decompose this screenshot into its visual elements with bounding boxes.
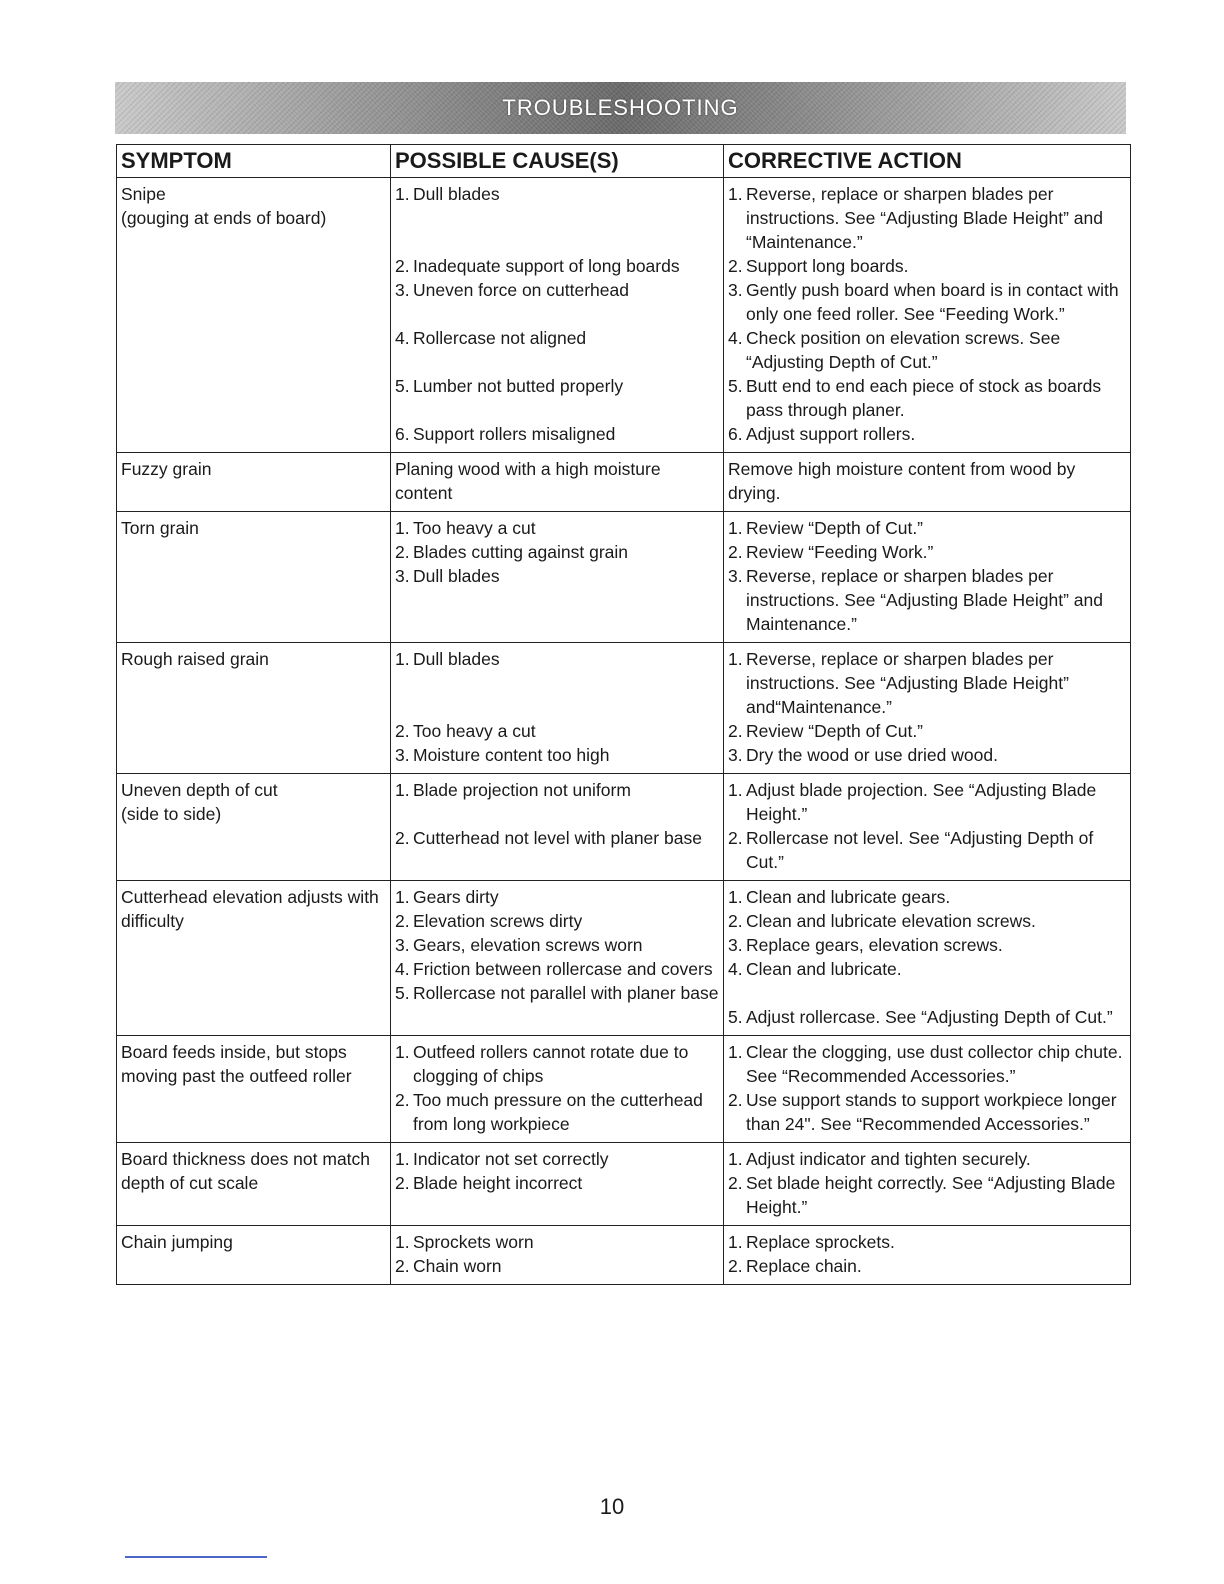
title-banner xyxy=(115,82,1126,134)
header-action: CORRECTIVE ACTION xyxy=(724,145,1131,178)
cause-cell xyxy=(391,643,724,774)
table-row xyxy=(117,643,1131,774)
item-text: Reverse, replace or sharpen blades per instructions. See “Adjusting Blade Height” and Maintenance.” xyxy=(746,566,1104,634)
item-number: 2. xyxy=(395,542,410,562)
symptom-cell xyxy=(117,1036,391,1143)
item-number: 2. xyxy=(395,1173,410,1193)
item-text: Rollercase not aligned xyxy=(413,328,587,348)
footer-rule xyxy=(125,1556,267,1558)
item-text: Too heavy a cut xyxy=(413,721,536,741)
item-number: 6. xyxy=(728,424,743,444)
item-text: Rollercase not level. See “Adjusting Depth of Cut.” xyxy=(746,828,1094,872)
item-number: 2. xyxy=(728,721,743,741)
item-number: 3. xyxy=(728,280,743,300)
item-text: Review “Depth of Cut.” xyxy=(746,721,924,741)
item-number: 5. xyxy=(395,983,410,1003)
cause-item xyxy=(395,933,719,957)
item-text: Reverse, replace or sharpen blades per instructions. See “Adjusting Blade Height” and“Maintenance.” xyxy=(746,649,1069,717)
item-text: Replace gears, elevation screws. xyxy=(746,935,1003,955)
item-text: Blade height incorrect xyxy=(413,1173,583,1193)
symptom-cell xyxy=(117,512,391,643)
cause-cell xyxy=(391,881,724,1036)
header-cause: POSSIBLE CAUSE(S) xyxy=(391,145,724,178)
item-number: 2. xyxy=(728,542,743,562)
item-text: Reverse, replace or sharpen blades per instructions. See “Adjusting Blade Height” and “Maintenance.” xyxy=(746,184,1104,252)
item-text: Rollercase not parallel with planer base xyxy=(413,983,719,1003)
cause-cell xyxy=(391,512,724,643)
cause-cell xyxy=(391,1143,724,1226)
symptom-cell xyxy=(117,1226,391,1285)
troubleshooting-table xyxy=(116,144,1131,1285)
item-text: Support rollers misaligned xyxy=(413,424,616,444)
cause-item xyxy=(395,1088,719,1136)
item-number: 3. xyxy=(728,745,743,765)
cause-item xyxy=(395,1040,719,1088)
item-number: 3. xyxy=(395,935,410,955)
symptom-text: Board feeds inside, but stops moving past the outfeed roller xyxy=(121,1042,352,1086)
item-number: 2. xyxy=(395,911,410,931)
table-row xyxy=(117,1143,1131,1226)
action-cell xyxy=(724,643,1131,774)
item-text: Dull blades xyxy=(413,649,500,669)
cause-item xyxy=(395,719,719,743)
item-text: Clean and lubricate elevation screws. xyxy=(746,911,1036,931)
cause-cell xyxy=(391,774,724,881)
action-item xyxy=(728,1230,1126,1254)
cause-cell xyxy=(391,178,724,453)
symptom-text: Fuzzy grain xyxy=(121,459,212,479)
action-item xyxy=(728,957,1126,981)
item-text: Support long boards. xyxy=(746,256,909,276)
symptom-text: Board thickness does not match depth of cut scale xyxy=(121,1149,371,1193)
cause-item xyxy=(395,374,719,398)
cause-item xyxy=(395,1147,719,1171)
cause-item xyxy=(395,326,719,350)
item-number: 5. xyxy=(728,1007,743,1027)
action-cell xyxy=(724,1143,1131,1226)
symptom-text: Rough raised grain xyxy=(121,649,269,669)
item-number: 1. xyxy=(395,518,410,538)
item-number: 1. xyxy=(395,649,410,669)
symptom-text: Torn grain xyxy=(121,518,199,538)
action-item xyxy=(728,1171,1126,1219)
cause-item xyxy=(395,647,719,671)
item-text: Blades cutting against grain xyxy=(413,542,628,562)
symptom-cell xyxy=(117,774,391,881)
item-text: Adjust support rollers. xyxy=(746,424,916,444)
header-symptom: SYMPTOM xyxy=(117,145,391,178)
item-text: Blade projection not uniform xyxy=(413,780,631,800)
symptom-cell xyxy=(117,178,391,453)
item-text: Chain worn xyxy=(413,1256,502,1276)
action-item xyxy=(728,719,1126,743)
item-number: 2. xyxy=(395,721,410,741)
action-item xyxy=(728,182,1126,254)
item-text: Moisture content too high xyxy=(413,745,610,765)
action-cell xyxy=(724,1036,1131,1143)
action-item xyxy=(728,326,1126,374)
action-item xyxy=(728,933,1126,957)
symptom-cell xyxy=(117,453,391,512)
item-text: Dull blades xyxy=(413,184,500,204)
action-item xyxy=(728,1147,1126,1171)
item-number: 3. xyxy=(395,745,410,765)
action-item xyxy=(728,540,1126,564)
item-number: 1. xyxy=(728,649,743,669)
table-row xyxy=(117,881,1131,1036)
symptom-cell xyxy=(117,881,391,1036)
cause-item xyxy=(395,743,719,767)
table-row xyxy=(117,1226,1131,1285)
item-number: 1. xyxy=(395,1042,410,1062)
symptom-detail: (gouging at ends of board) xyxy=(121,208,327,228)
item-number: 1. xyxy=(728,1149,743,1169)
item-number: 1. xyxy=(395,1149,410,1169)
action-item xyxy=(728,647,1126,719)
item-number: 4. xyxy=(728,328,743,348)
item-text: Inadequate support of long boards xyxy=(413,256,680,276)
item-number: 6. xyxy=(395,424,410,444)
item-text: Use support stands to support workpiece longer than 24". See “Recommended Accessories.” xyxy=(746,1090,1117,1134)
action-item xyxy=(728,1040,1126,1088)
item-number: 3. xyxy=(395,566,410,586)
action-item xyxy=(728,909,1126,933)
item-text: Uneven force on cutterhead xyxy=(413,280,629,300)
symptom-text: Snipe xyxy=(121,184,166,204)
item-text: Check position on elevation screws. See “Adjusting Depth of Cut.” xyxy=(746,328,1061,372)
item-text: Set blade height correctly. See “Adjusting Blade Height.” xyxy=(746,1173,1116,1217)
table-row xyxy=(117,453,1131,512)
item-text: Sprockets worn xyxy=(413,1232,534,1252)
symptom-cell xyxy=(117,643,391,774)
action-item xyxy=(728,826,1126,874)
item-text: Indicator not set correctly xyxy=(413,1149,609,1169)
item-text: Gears dirty xyxy=(413,887,499,907)
action-cell xyxy=(724,1226,1131,1285)
item-number: 1. xyxy=(728,1042,743,1062)
item-number: 3. xyxy=(728,935,743,955)
item-number: 1. xyxy=(395,780,410,800)
item-number: 1. xyxy=(395,184,410,204)
item-number: 1. xyxy=(395,887,410,907)
item-text: Adjust rollercase. See “Adjusting Depth of Cut.” xyxy=(746,1007,1113,1027)
page-number: 10 xyxy=(599,1494,625,1519)
item-number: 4. xyxy=(395,959,410,979)
action-item xyxy=(728,374,1126,422)
item-number: 1. xyxy=(728,887,743,907)
cause-cell xyxy=(391,1226,724,1285)
symptom-text: Chain jumping xyxy=(121,1232,233,1252)
cause-item xyxy=(395,885,719,909)
cause-item xyxy=(395,1230,719,1254)
item-text: Too heavy a cut xyxy=(413,518,536,538)
cause-item xyxy=(395,564,719,588)
action-item xyxy=(728,254,1126,278)
cause-item xyxy=(395,1254,719,1278)
item-text: Dry the wood or use dried wood. xyxy=(746,745,998,765)
cause-text: Planing wood with a high moisture content xyxy=(395,459,661,503)
item-text: Gears, elevation screws worn xyxy=(413,935,643,955)
action-item xyxy=(728,743,1126,767)
cause-cell xyxy=(391,453,724,512)
item-number: 2. xyxy=(395,1256,410,1276)
item-number: 2. xyxy=(728,828,743,848)
item-number: 1. xyxy=(728,780,743,800)
item-number: 1. xyxy=(395,1232,410,1252)
action-item xyxy=(728,422,1126,446)
page-title: TROUBLESHOOTING xyxy=(502,95,739,120)
item-number: 2. xyxy=(728,256,743,276)
cause-item xyxy=(395,826,719,850)
cause-item xyxy=(395,516,719,540)
table-header-row xyxy=(117,145,1131,178)
item-number: 2. xyxy=(728,1090,743,1110)
action-item xyxy=(728,1254,1126,1278)
action-item xyxy=(728,516,1126,540)
action-item xyxy=(728,278,1126,326)
item-text: Gently push board when board is in contact with only one feed roller. See “Feeding Work.” xyxy=(746,280,1119,324)
table-row xyxy=(117,512,1131,643)
item-number: 2. xyxy=(395,1090,410,1110)
item-text: Friction between rollercase and covers xyxy=(413,959,713,979)
cause-item xyxy=(395,981,719,1005)
item-number: 2. xyxy=(395,256,410,276)
item-number: 1. xyxy=(728,1232,743,1252)
item-text: Replace chain. xyxy=(746,1256,862,1276)
action-item xyxy=(728,885,1126,909)
item-number: 1. xyxy=(728,184,743,204)
action-item xyxy=(728,564,1126,636)
item-number: 4. xyxy=(395,328,410,348)
item-number: 3. xyxy=(395,280,410,300)
action-cell xyxy=(724,512,1131,643)
item-text: Clear the clogging, use dust collector chip chute. See “Recommended Accessories.” xyxy=(746,1042,1123,1086)
item-number: 4. xyxy=(728,959,743,979)
item-text: Adjust blade projection. See “Adjusting Blade Height.” xyxy=(746,780,1097,824)
item-text: Too much pressure on the cutterhead from long workpiece xyxy=(413,1090,703,1134)
symptom-text: Cutterhead elevation adjusts with difficulty xyxy=(121,887,379,931)
cause-cell xyxy=(391,1036,724,1143)
item-number: 2. xyxy=(728,911,743,931)
cause-item xyxy=(395,957,719,981)
item-text: Clean and lubricate. xyxy=(746,959,902,979)
item-number: 3. xyxy=(728,566,743,586)
cause-item xyxy=(395,278,719,302)
item-text: Replace sprockets. xyxy=(746,1232,895,1252)
cause-item xyxy=(395,254,719,278)
action-text: Remove high moisture content from wood by drying. xyxy=(728,459,1076,503)
item-number: 2. xyxy=(728,1256,743,1276)
symptom-text: Uneven depth of cut xyxy=(121,780,278,800)
item-text: Dull blades xyxy=(413,566,500,586)
item-number: 2. xyxy=(395,828,410,848)
item-text: Cutterhead not level with planer base xyxy=(413,828,702,848)
cause-item xyxy=(395,182,719,206)
cause-item xyxy=(395,778,719,802)
cause-item xyxy=(395,540,719,564)
table-row xyxy=(117,178,1131,453)
table-row xyxy=(117,1036,1131,1143)
item-text: Butt end to end each piece of stock as boards pass through planer. xyxy=(746,376,1102,420)
action-cell xyxy=(724,453,1131,512)
action-cell xyxy=(724,774,1131,881)
item-text: Adjust indicator and tighten securely. xyxy=(746,1149,1031,1169)
action-item xyxy=(728,1088,1126,1136)
cause-item xyxy=(395,1171,719,1195)
action-item xyxy=(728,778,1126,826)
item-number: 1. xyxy=(728,518,743,538)
item-text: Outfeed rollers cannot rotate due to clogging of chips xyxy=(413,1042,689,1086)
item-text: Review “Feeding Work.” xyxy=(746,542,934,562)
item-number: 5. xyxy=(395,376,410,396)
item-text: Elevation screws dirty xyxy=(413,911,583,931)
cause-item xyxy=(395,422,719,446)
table-row xyxy=(117,774,1131,881)
item-text: Clean and lubricate gears. xyxy=(746,887,951,907)
item-text: Lumber not butted properly xyxy=(413,376,624,396)
action-cell xyxy=(724,881,1131,1036)
symptom-detail: (side to side) xyxy=(121,804,222,824)
action-cell xyxy=(724,178,1131,453)
item-number: 2. xyxy=(728,1173,743,1193)
cause-item xyxy=(395,909,719,933)
symptom-cell xyxy=(117,1143,391,1226)
item-number: 5. xyxy=(728,376,743,396)
action-item xyxy=(728,1005,1126,1029)
item-text: Review “Depth of Cut.” xyxy=(746,518,924,538)
